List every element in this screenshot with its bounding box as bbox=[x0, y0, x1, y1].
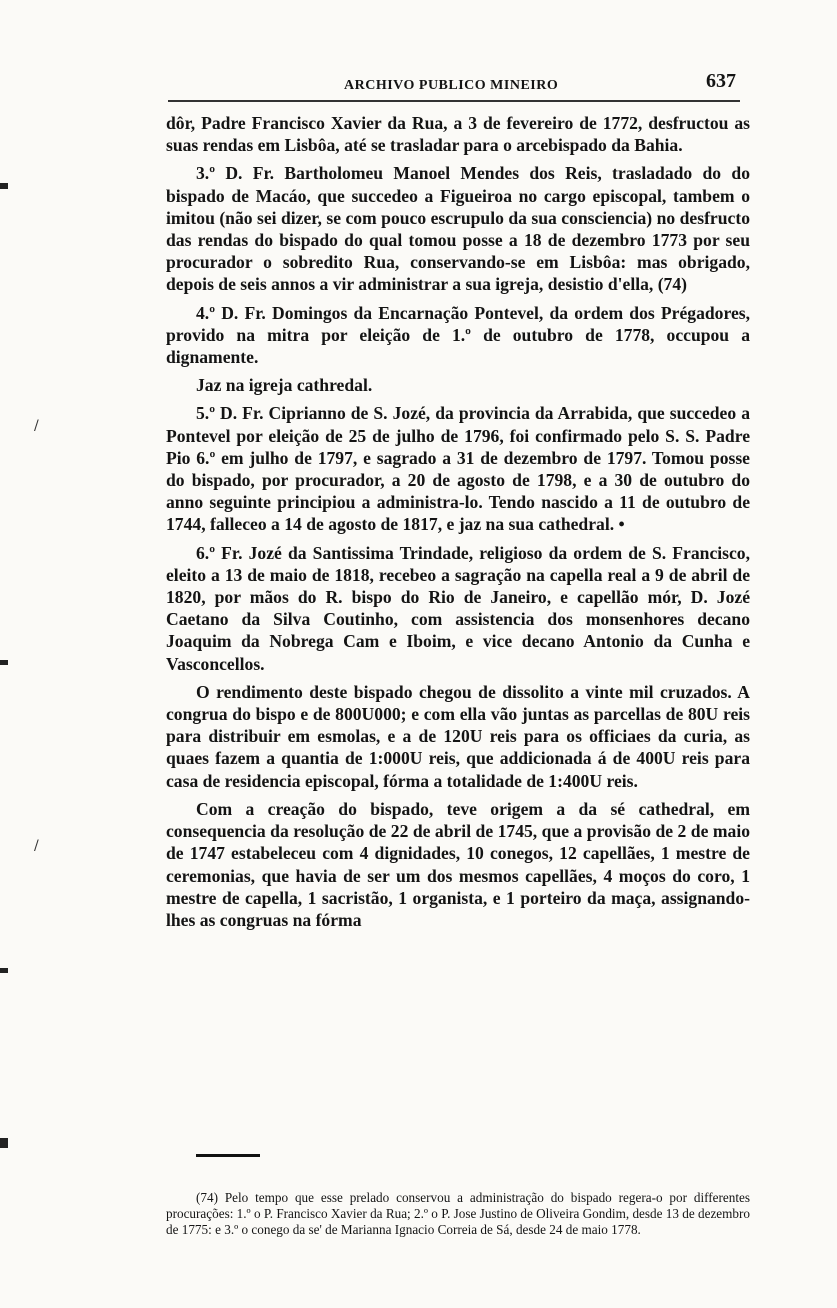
paragraph-4: Jaz na igreja cathredal. bbox=[196, 375, 373, 396]
page-number: 637 bbox=[706, 70, 736, 92]
header-rule bbox=[168, 100, 740, 102]
margin-mark bbox=[0, 660, 8, 665]
paragraph-7: O rendimento deste bispado chegou de dissolito a vinte mil cruzados. A congrua do bispo e de 800U000; e com ella vão juntas as parcellas de 80U reis para distribuir em esmolas, e a de 120U reis para os officiaes da curia, as quaes fazem a quantia de 1:000U reis, que addicionada á de 400U reis para casa de residencia episcopal, fórma a totalidade de 1:400U reis. bbox=[166, 681, 750, 791]
footnote-74: (74) Pelo tempo que esse prelado conservou a administração do bispado regera-o por differentes procurações: 1.º o P. Francisco Xavier da Rua; 2.º o P. Jose Justino de Oliveira Gondim, desde 13 de dezembro de 1775: e 3.º o conego da se' de Marianna Ignacio Correia de Sá, desde 24 de maio 1778. bbox=[166, 1190, 750, 1238]
margin-mark bbox=[0, 183, 8, 189]
page-header bbox=[168, 68, 736, 98]
margin-mark bbox=[0, 968, 8, 973]
paragraph-2: 3.º D. Fr. Bartholomeu Manoel Mendes dos Reis, trasladado do do bispado de Macáo, que succedeo a Figueiroa no cargo episcopal, tambem o imitou (não sei dizer, se com pouco escrupulo da sua consciencia) no desfructo das rendas do bispado do qual tomou posse a 18 de dezembro 1773 por seu procurador o sobredito Rua, conservando-se em Lisbôa: mas obrigado, depois de seis annos a vir administrar a sua igreja, desistio d'ella, (74) bbox=[166, 163, 750, 295]
paragraph-8: Com a creação do bispado, teve origem a da sé cathedral, em consequencia da resolução de 22 de abril de 1745, que a provisão de 2 de maio de 1747 estabeleceu com 4 dignidades, 10 conegos, 12 capellães, 1 mestre de ceremonias, que havia de ser um dos mesmos capellães, 4 moços do coro, 1 mestre de capella, 1 sacristão, 1 organista, e 1 porteiro da maça, assignando-lhes as congruas na fórma bbox=[166, 798, 750, 930]
margin-tick: / bbox=[34, 838, 39, 854]
paragraph-5: 5.º D. Fr. Ciprianno de S. Jozé, da provincia da Arrabida, que succedeo a Pontevel por eleição de 25 de julho de 1796, foi confirmado pelo S. S. Padre Pio 6.º em julho de 1797, e sagrado a 31 de dezembro de 1797. Tomou posse do bispado, por procurador, a 20 de agosto de 1798, e a 30 de outubro do anno seguinte principiou a administra-lo. Tendo nascido a 11 de outubro de 1744, falleceo a 14 de agosto de 1817, e jaz na sua cathedral. • bbox=[166, 403, 750, 535]
body-text bbox=[166, 112, 750, 937]
footnote-rule bbox=[196, 1154, 260, 1157]
footnote bbox=[166, 1190, 750, 1239]
paragraph-3: 4.º D. Fr. Domingos da Encarnação Pontevel, da ordem dos Prégadores, provido na mitra por eleição de 1.º de outubro de 1778, occupou a dignamente. bbox=[166, 302, 750, 368]
paragraph-6: 6.º Fr. Jozé da Santissima Trindade, religioso da ordem de S. Francisco, eleito a 13 de maio de 1818, recebeo a sagração na capella real a 9 de abril de 1820, por mãos do R. bispo do Rio de Janeiro, e capellão mór, D. Jozé Caetano da Silva Coutinho, com assistencia dos monsenhores decano Joaquim da Nobrega Cam e Iboim, e vice decano Antonio da Cunha e Vasconcellos. bbox=[166, 542, 750, 674]
running-title: ARCHIVO PUBLICO MINEIRO bbox=[344, 78, 559, 93]
margin-tick: / bbox=[34, 418, 39, 434]
margin-mark bbox=[0, 1138, 8, 1148]
paragraph-1: dôr, Padre Francisco Xavier da Rua, a 3 de fevereiro de 1772, desfructou as suas rendas em Lisbôa, até se trasladar para o arcebispado da Bahia. bbox=[166, 113, 750, 156]
